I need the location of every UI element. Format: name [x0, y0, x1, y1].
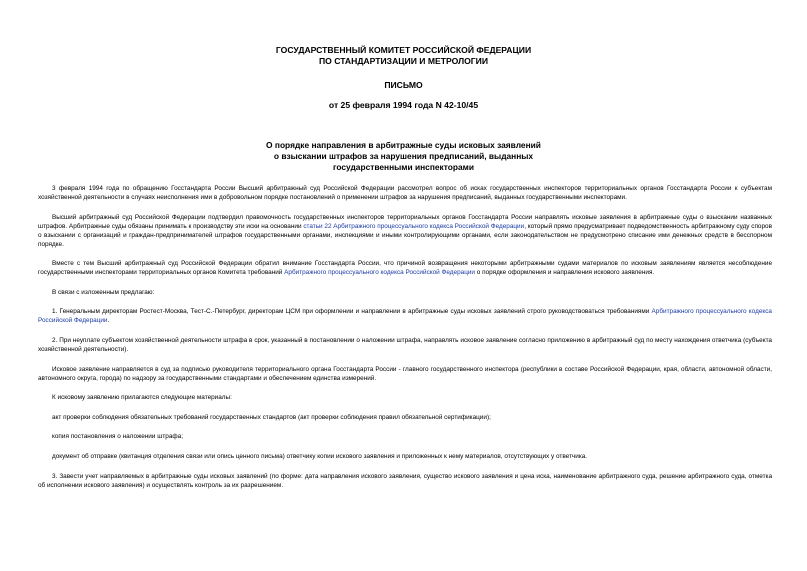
paragraph-text: о порядке оформления и направления искового заявления.: [475, 269, 655, 277]
paragraph: [38, 213, 772, 249]
list-item: акт проверки соблюдения обязательных требований государственных стандартов (акт проверки соблюдения правил обязательной сертификации);: [52, 413, 491, 421]
paragraph: Исковое заявление направляется в суд за подписью руководителя территориального органа Госстандарта России - главного государственного инспектора (республики в составе Российской Федерации, края, области, автономной области, автономного округа, города) по надзору за государственными стандартами и обеспечением единства измерений.: [38, 365, 772, 382]
document-type: ПИСЬМО: [384, 80, 423, 90]
document-body: [38, 184, 772, 500]
paragraph: К исковому заявлению прилагаются следующие материалы:: [52, 394, 232, 402]
title-line-2: о взыскании штрафов за нарушения предписаний, выданных: [273, 151, 534, 161]
document-date-number: от 25 февраля 1994 года N 42-10/45: [328, 100, 479, 110]
paragraph-text: Высший арбитражный суд Российской Федерации подтвердил правомочность государственных инспекторов территориальных органов Госстандарта России направлять исковые заявления в арбитражные суды о взыскании названных штрафов. Арбитражные суды обязаны принимать к производству эти иски на основании: [38, 213, 772, 230]
paragraph: [38, 259, 772, 277]
paragraph-text: .: [107, 317, 110, 325]
list-item: копия постановления о наложении штрафа;: [52, 433, 183, 441]
org-line-1: ГОСУДАРСТВЕННЫЙ КОМИТЕТ РОССИЙСКОЙ ФЕДЕРАЦИИ: [275, 45, 532, 55]
issuing-organization: [0, 45, 807, 67]
org-line-2: ПО СТАНДАРТИЗАЦИИ И МЕТРОЛОГИИ: [318, 56, 489, 66]
paragraph: 3 февраля 1994 года по обращению Госстандарта России Высший арбитражный суд Российской Федерации рассмотрел вопрос об исках государственных инспекторов территориальных органов Госстандарта России к субъектам хозяйственной деятельности в случаях неисполнения ими в добровольном порядке постановлений о применении штрафов за нарушения предписаний, выданных государственными инспекторами.: [38, 185, 772, 201]
apk-code-link[interactable]: Арбитражного процессуального кодекса Российской Федерации: [284, 269, 475, 277]
apk-article-22-link[interactable]: статьи 22 Арбитражного процессуального кодекса Российской Федерации: [303, 222, 525, 230]
paragraph: 2. При неуплате субъектом хозяйственной деятельности штрафа в срок, указанный в постановлении о наложении штрафа, направлять исковое заявление согласно приложению в арбитражный суд по месту нахождения ответчика (субъекта хозяйственной деятельности).: [38, 336, 772, 353]
title-line-1: О порядке направления в арбитражные суды исковых заявлений: [266, 140, 541, 150]
paragraph-text: 1. Генеральным директорам Ростест-Москва, Тест-С.-Петербург, директорам ЦСМ при оформлении и направлении в арбитражные суды исковых заявлений строго руководствоваться требованиями: [52, 308, 652, 316]
paragraph: [38, 307, 772, 325]
document-title: [0, 140, 807, 173]
paragraph: В связи с изложенным предлагаю:: [52, 288, 155, 296]
list-item: документ об отправке (квитанция отделения связи или опись ценного письма) ответчику копии искового заявления и приложенных к нему материалов, отсутствующих у ответчика.: [52, 452, 588, 460]
apk-code-link[interactable]: Арбитражного процессуального кодекса Российской Федерации: [38, 308, 772, 325]
paragraph: 3. Завести учет направляемых в арбитражные суды исковых заявлений (по форме: дата направления искового заявления, существо искового заявления и цена иска, наименование арбитражного суда, решение арбитражного суда, отметка об исполнении искового заявления) и осуществлять контроль за их разрешением.: [38, 472, 772, 489]
paragraph-text: Вместе с тем Высший арбитражный суд Российской Федерации обратил внимание Госстандарта России, что причиной возвращения некоторыми арбитражными судами материалов по исковым заявлениям является несоблюдение государственными инспекторами территориальных органов Комитета требований: [38, 260, 772, 277]
paragraph-text: , который прямо предусматривает подведомственность арбитражному суду споров о взыскании с организаций и граждан-предпринимателей штрафов государственными органами, инспекциями и иными контролирующими органами, если законодательством не предусмотрено списание ими денежных средств в бесспорном порядке.: [38, 222, 772, 248]
title-line-3: государственными инспекторами: [333, 162, 474, 172]
